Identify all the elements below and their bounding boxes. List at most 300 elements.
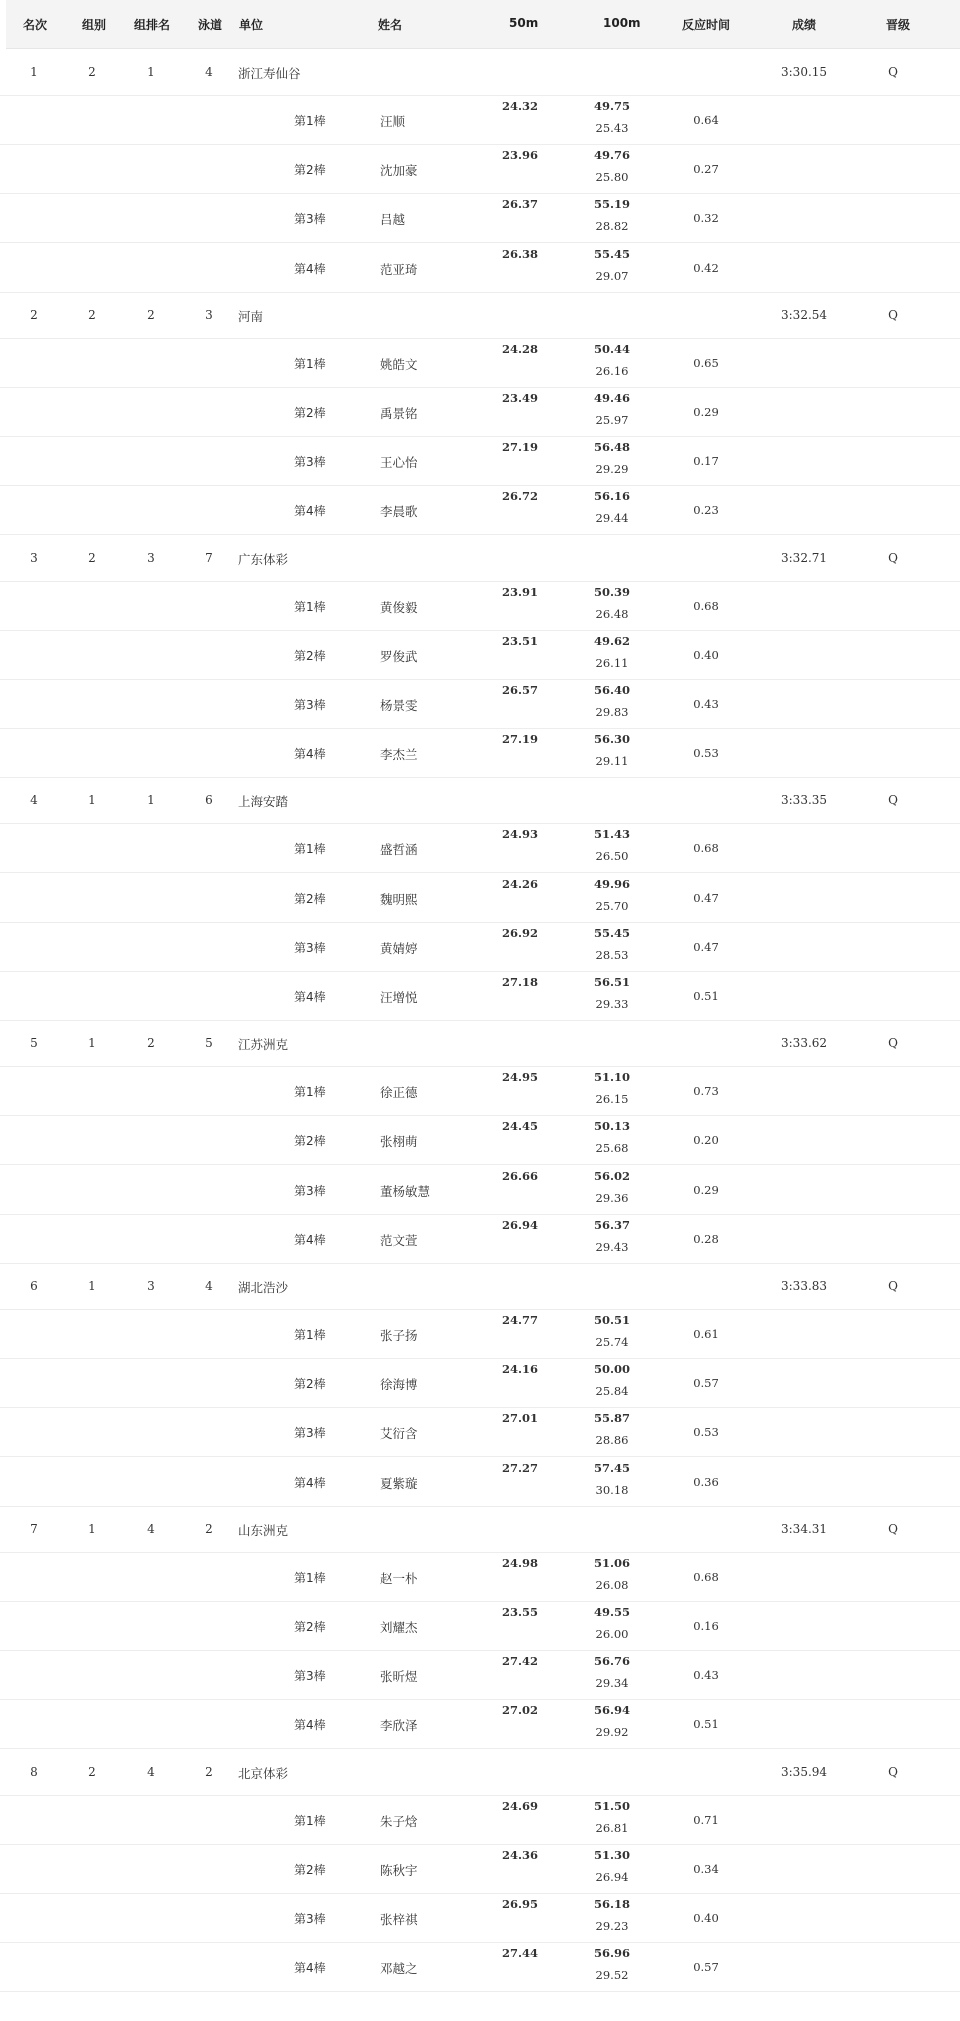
team-group-rank: 2: [147, 1036, 155, 1051]
team-lane: 2: [205, 1521, 213, 1536]
team-row: [0, 1506, 960, 1553]
leg-row: [0, 1309, 960, 1359]
team-group: 1: [88, 1036, 96, 1051]
reaction-time: 0.73: [693, 1084, 719, 1099]
leg-label: 第2棒: [294, 1377, 326, 1392]
split-50m: 27.02: [501, 1703, 539, 1718]
header-100m: 100m: [603, 16, 641, 30]
reaction-time: 0.17: [693, 454, 719, 469]
leg-label: 第1棒: [294, 1328, 326, 1342]
split-50m: 26.94: [501, 1217, 539, 1232]
split-second-50: 29.44: [595, 511, 629, 526]
team-lane: 4: [205, 65, 213, 79]
team-group-rank: 1: [147, 793, 155, 808]
leg-label: 第4棒: [294, 990, 326, 1004]
header-name: 姓名: [378, 18, 403, 32]
reaction-time: 0.64: [693, 113, 719, 127]
split-100m: 56.37: [593, 1217, 631, 1232]
reaction-time: 0.34: [693, 1861, 719, 1876]
team-result: 3:32.71: [781, 550, 828, 565]
team-row: [0, 1749, 960, 1796]
split-second-50: 29.33: [595, 997, 629, 1011]
reaction-time: 0.61: [693, 1327, 719, 1341]
split-50m: 26.92: [501, 925, 539, 940]
team-lane: 5: [205, 1036, 213, 1051]
team-unit: 广东体彩: [238, 551, 289, 567]
split-100m: 49.75: [593, 99, 631, 113]
split-50m: 24.45: [501, 1119, 539, 1134]
split-50m: 26.66: [501, 1168, 539, 1183]
swimmer-name: 李晨歌: [380, 504, 418, 520]
team-group-rank: 3: [147, 550, 155, 565]
team-rank: 1: [30, 65, 38, 79]
leg-row: [0, 436, 960, 486]
leg-row: [0, 1942, 960, 1992]
reaction-time: 0.65: [693, 355, 719, 370]
leg-label: 第3棒: [294, 1426, 326, 1441]
leg-row: [0, 1457, 960, 1507]
team-rank: 6: [30, 1279, 38, 1293]
split-100m: 55.19: [593, 197, 631, 212]
leg-row: [0, 1407, 960, 1457]
leg-label: 第3棒: [294, 940, 326, 955]
reaction-time: 0.47: [693, 890, 719, 905]
split-50m: 24.95: [501, 1070, 539, 1085]
split-100m: 56.02: [593, 1168, 631, 1183]
leg-label: 第1棒: [294, 1813, 326, 1828]
split-second-50: 26.94: [595, 1869, 629, 1884]
reaction-time: 0.57: [693, 1960, 719, 1975]
team-group: 2: [88, 550, 96, 565]
leg-row: [0, 1214, 960, 1264]
team-result: 3:30.15: [781, 65, 828, 79]
header-qualify: 晋级: [886, 18, 911, 32]
reaction-time: 0.51: [693, 989, 719, 1003]
split-50m: 27.27: [501, 1460, 539, 1475]
split-100m: 49.55: [593, 1605, 631, 1619]
team-result: 3:34.31: [781, 1521, 828, 1536]
split-second-50: 25.70: [595, 898, 629, 913]
split-100m: 49.76: [593, 148, 631, 163]
team-lane: 2: [205, 1764, 213, 1779]
split-second-50: 25.84: [595, 1384, 629, 1399]
leg-label: 第4棒: [294, 1475, 326, 1490]
leg-label: 第1棒: [294, 1085, 326, 1100]
team-group-rank: 4: [147, 1764, 155, 1779]
leg-label: 第1棒: [294, 356, 326, 371]
reaction-time: 0.53: [693, 746, 719, 761]
swimmer-name: 艾衍含: [380, 1426, 418, 1442]
split-100m: 57.45: [593, 1460, 631, 1475]
split-second-50: 26.81: [595, 1820, 629, 1835]
reaction-time: 0.20: [693, 1133, 719, 1148]
split-100m: 49.46: [593, 391, 631, 405]
split-50m: 24.36: [501, 1847, 539, 1862]
team-unit: 北京体彩: [238, 1765, 289, 1781]
team-row: [0, 49, 960, 96]
split-second-50: 29.07: [595, 268, 629, 283]
team-result: 3:35.94: [781, 1764, 828, 1779]
swimmer-name: 夏紫璇: [380, 1475, 418, 1491]
leg-label: 第4棒: [294, 1961, 326, 1976]
split-100m: 56.30: [593, 732, 631, 747]
leg-row: [0, 873, 960, 923]
leg-label: 第4棒: [294, 504, 326, 519]
split-second-50: 28.53: [595, 947, 629, 962]
leg-row: [0, 1844, 960, 1894]
swimmer-name: 王心怡: [380, 455, 418, 471]
leg-row: [0, 728, 960, 778]
split-second-50: 25.74: [595, 1335, 629, 1349]
split-50m: 26.72: [501, 489, 539, 504]
leg-row: [0, 485, 960, 535]
reaction-time: 0.53: [693, 1425, 719, 1440]
split-second-50: 29.43: [595, 1239, 629, 1254]
split-50m: 27.01: [501, 1411, 539, 1426]
leg-label: 第3棒: [294, 1183, 326, 1198]
leg-row: [0, 1552, 960, 1602]
reaction-time: 0.43: [693, 697, 719, 711]
split-100m: 56.40: [593, 683, 631, 697]
split-second-50: 29.36: [595, 1190, 629, 1205]
team-lane: 6: [205, 793, 213, 808]
team-result: 3:33.62: [781, 1036, 828, 1051]
team-rank: 4: [30, 793, 38, 808]
leg-label: 第4棒: [294, 1232, 326, 1247]
reaction-time: 0.28: [693, 1231, 719, 1246]
split-50m: 27.44: [501, 1946, 539, 1961]
reaction-time: 0.40: [693, 1911, 719, 1925]
reaction-time: 0.47: [693, 939, 719, 954]
leg-label: 第4棒: [294, 261, 326, 276]
split-50m: 24.98: [501, 1555, 539, 1570]
split-50m: 27.19: [501, 732, 539, 747]
team-group: 2: [88, 1764, 96, 1779]
swimmer-name: 张子扬: [380, 1328, 418, 1343]
team-group-rank: 2: [147, 307, 155, 322]
leg-row: [0, 630, 960, 680]
reaction-time: 0.68: [693, 598, 719, 613]
swimmer-name: 李欣泽: [380, 1718, 418, 1734]
swimmer-name: 杨景雯: [380, 698, 418, 713]
split-50m: 27.18: [501, 975, 539, 989]
team-qualify: Q: [888, 1279, 898, 1293]
swimmer-name: 陈秋宇: [380, 1862, 418, 1878]
leg-label: 第3棒: [294, 698, 326, 712]
leg-row: [0, 387, 960, 437]
team-qualify: Q: [888, 1521, 898, 1536]
reaction-time: 0.23: [693, 503, 719, 518]
swimmer-name: 汪增悦: [380, 990, 418, 1005]
header-group: 组别: [82, 18, 107, 32]
leg-label: 第4棒: [294, 747, 326, 762]
split-second-50: 29.23: [595, 1919, 629, 1933]
team-unit: 江苏洲克: [238, 1037, 289, 1053]
leg-row: [0, 581, 960, 631]
split-100m: 56.94: [593, 1703, 631, 1718]
reaction-time: 0.68: [693, 841, 719, 856]
leg-row: [0, 1601, 960, 1651]
leg-label: 第3棒: [294, 212, 326, 227]
split-100m: 56.48: [593, 440, 631, 455]
header-50m: 50m: [509, 16, 539, 30]
split-100m: 50.51: [593, 1313, 631, 1327]
header-lane: 泳道: [198, 18, 223, 32]
leg-row: [0, 1165, 960, 1215]
team-unit: 湖北浩沙: [238, 1280, 289, 1295]
split-second-50: 25.43: [595, 121, 629, 135]
split-50m: 24.16: [501, 1362, 539, 1377]
split-100m: 50.13: [593, 1119, 631, 1134]
leg-row: [0, 1795, 960, 1845]
header-reaction: 反应时间: [682, 18, 731, 32]
leg-label: 第1棒: [294, 599, 326, 614]
leg-row: [0, 1066, 960, 1116]
leg-row: [0, 193, 960, 243]
split-50m: 23.51: [501, 633, 539, 648]
leg-row: [0, 922, 960, 972]
leg-row: [0, 1115, 960, 1165]
reaction-time: 0.29: [693, 405, 719, 419]
split-50m: 26.57: [501, 683, 539, 697]
split-50m: 24.32: [501, 99, 539, 113]
split-second-50: 29.29: [595, 462, 629, 477]
split-second-50: 29.11: [595, 754, 629, 769]
split-100m: 51.30: [593, 1847, 631, 1862]
swimmer-name: 盛哲涵: [380, 842, 418, 858]
split-100m: 55.45: [593, 925, 631, 940]
team-lane: 4: [205, 1279, 213, 1293]
split-second-50: 28.82: [595, 219, 629, 234]
split-second-50: 26.11: [595, 655, 629, 670]
split-100m: 56.96: [593, 1946, 631, 1961]
team-group-rank: 1: [147, 65, 155, 79]
team-qualify: Q: [888, 307, 898, 322]
reaction-time: 0.40: [693, 647, 719, 662]
swimmer-name: 姚皓文: [380, 356, 418, 372]
split-100m: 56.76: [593, 1654, 631, 1669]
header-unit: 单位: [239, 18, 264, 32]
split-second-50: 26.48: [595, 606, 629, 621]
team-qualify: Q: [888, 65, 898, 79]
swimmer-name: 沈加豪: [380, 163, 418, 179]
swimmer-name: 张梓祺: [380, 1912, 418, 1927]
split-second-50: 29.92: [595, 1725, 629, 1740]
split-100m: 50.00: [593, 1362, 631, 1377]
split-100m: 51.10: [593, 1070, 631, 1085]
leg-row: [0, 338, 960, 388]
team-qualify: Q: [888, 1764, 898, 1779]
leg-label: 第1棒: [294, 842, 326, 857]
header-rank: 名次: [23, 18, 48, 32]
reaction-time: 0.71: [693, 1812, 719, 1827]
leg-label: 第3棒: [294, 1912, 326, 1926]
team-rank: 7: [30, 1521, 38, 1536]
split-50m: 24.93: [501, 827, 539, 842]
swimmer-name: 黄婧婷: [380, 940, 418, 956]
team-group: 1: [88, 793, 96, 808]
split-second-50: 25.80: [595, 170, 629, 185]
swimmer-name: 徐正德: [380, 1085, 418, 1101]
leg-label: 第1棒: [294, 114, 326, 128]
swimmer-name: 李杰兰: [380, 747, 418, 763]
split-50m: 26.37: [501, 197, 539, 212]
reaction-time: 0.29: [693, 1182, 719, 1197]
leg-label: 第2棒: [294, 406, 326, 420]
leg-row: [0, 679, 960, 729]
swimmer-name: 汪顺: [380, 114, 406, 129]
split-50m: 26.95: [501, 1897, 539, 1911]
split-second-50: 28.86: [595, 1433, 629, 1448]
team-lane: 7: [205, 550, 213, 565]
leg-row: [0, 1358, 960, 1408]
leg-row: [0, 95, 960, 145]
team-group: 2: [88, 65, 96, 79]
split-100m: 56.51: [593, 975, 631, 989]
split-100m: 50.44: [593, 341, 631, 356]
split-100m: 51.43: [593, 827, 631, 842]
reaction-time: 0.42: [693, 260, 719, 275]
split-50m: 27.42: [501, 1654, 539, 1669]
split-50m: 24.26: [501, 876, 539, 891]
team-row: [0, 777, 960, 824]
reaction-time: 0.51: [693, 1717, 719, 1732]
leg-row: [0, 971, 960, 1021]
leg-label: 第1棒: [294, 1570, 326, 1585]
team-result: 3:32.54: [781, 307, 828, 322]
reaction-time: 0.27: [693, 162, 719, 177]
swimmer-name: 张栩萌: [380, 1134, 418, 1150]
split-50m: 23.96: [501, 148, 539, 163]
team-qualify: Q: [888, 793, 898, 808]
swimmer-name: 赵一朴: [380, 1570, 418, 1586]
team-group: 1: [88, 1279, 96, 1293]
swimmer-name: 朱子焓: [380, 1813, 418, 1829]
team-rank: 3: [30, 550, 38, 565]
split-second-50: 26.15: [595, 1092, 629, 1107]
leg-row: [0, 243, 960, 293]
team-group: 2: [88, 307, 96, 322]
split-50m: 24.28: [501, 341, 539, 356]
leg-label: 第2棒: [294, 163, 326, 178]
split-second-50: 26.16: [595, 363, 629, 378]
leg-label: 第2棒: [294, 1134, 326, 1149]
swimmer-name: 黄俊毅: [380, 599, 418, 615]
reaction-time: 0.32: [693, 211, 719, 226]
reaction-time: 0.68: [693, 1569, 719, 1584]
table-header: [6, 0, 960, 49]
split-second-50: 25.97: [595, 413, 629, 427]
swimmer-name: 禹景铭: [380, 406, 418, 421]
header-group-rank: 组排名: [134, 18, 171, 32]
split-second-50: 25.68: [595, 1141, 629, 1156]
swimmer-name: 董杨敏慧: [380, 1183, 431, 1199]
split-50m: 27.19: [501, 440, 539, 455]
split-100m: 55.45: [593, 246, 631, 261]
team-group: 1: [88, 1521, 96, 1536]
split-100m: 50.39: [593, 584, 631, 599]
split-second-50: 29.52: [595, 1968, 629, 1983]
leg-label: 第3棒: [294, 1669, 326, 1684]
swimmer-name: 刘耀杰: [380, 1620, 418, 1635]
swimmer-name: 范亚琦: [380, 261, 418, 277]
split-100m: 56.16: [593, 489, 631, 504]
split-second-50: 29.34: [595, 1676, 629, 1691]
team-group-rank: 4: [147, 1521, 155, 1536]
team-result: 3:33.35: [781, 793, 828, 808]
split-50m: 23.55: [501, 1605, 539, 1619]
split-100m: 49.96: [593, 876, 631, 891]
team-unit: 浙江寿仙谷: [238, 66, 301, 81]
team-unit: 河南: [238, 308, 264, 324]
split-second-50: 26.50: [595, 849, 629, 864]
reaction-time: 0.16: [693, 1619, 719, 1633]
leg-label: 第2棒: [294, 1862, 326, 1877]
team-row: [0, 1020, 960, 1067]
team-rank: 5: [30, 1036, 38, 1051]
swimmer-name: 张昕煜: [380, 1669, 418, 1685]
split-50m: 23.91: [501, 584, 539, 599]
leg-row: [0, 1893, 960, 1943]
split-second-50: 29.83: [595, 705, 629, 719]
team-result: 3:33.83: [781, 1279, 828, 1293]
team-unit: 上海安踏: [238, 794, 289, 810]
split-50m: 24.69: [501, 1798, 539, 1813]
team-rank: 2: [30, 307, 38, 322]
swimmer-name: 徐海博: [380, 1377, 418, 1393]
split-second-50: 26.00: [595, 1627, 629, 1641]
leg-label: 第2棒: [294, 891, 326, 906]
split-50m: 26.38: [501, 246, 539, 261]
split-100m: 49.62: [593, 633, 631, 648]
split-100m: 51.50: [593, 1798, 631, 1813]
team-row: [0, 1263, 960, 1310]
team-qualify: Q: [888, 550, 898, 565]
split-50m: 23.49: [501, 391, 539, 405]
reaction-time: 0.36: [693, 1474, 719, 1489]
split-100m: 55.87: [593, 1411, 631, 1426]
team-unit: 山东洲克: [238, 1522, 289, 1538]
header-result: 成绩: [792, 18, 817, 32]
leg-label: 第2棒: [294, 1620, 326, 1634]
split-second-50: 30.18: [595, 1482, 629, 1497]
swimmer-name: 魏明熙: [380, 891, 418, 907]
split-50m: 24.77: [501, 1313, 539, 1327]
team-group-rank: 3: [147, 1279, 155, 1293]
swimmer-name: 邓越之: [380, 1961, 418, 1977]
leg-label: 第3棒: [294, 455, 326, 470]
reaction-time: 0.57: [693, 1376, 719, 1391]
swimmer-name: 吕越: [380, 212, 406, 228]
leg-row: [0, 823, 960, 873]
reaction-time: 0.43: [693, 1668, 719, 1683]
team-rank: 8: [30, 1764, 38, 1779]
team-qualify: Q: [888, 1036, 898, 1051]
split-100m: 56.18: [593, 1897, 631, 1911]
leg-row: [0, 1699, 960, 1749]
team-row: [0, 292, 960, 339]
split-100m: 51.06: [593, 1555, 631, 1570]
swimmer-name: 罗俊武: [380, 648, 418, 664]
leg-row: [0, 1650, 960, 1700]
split-second-50: 26.08: [595, 1577, 629, 1592]
swimmer-name: 范文萱: [380, 1232, 418, 1248]
leg-label: 第4棒: [294, 1718, 326, 1733]
team-lane: 3: [205, 307, 213, 322]
leg-label: 第2棒: [294, 648, 326, 663]
team-row: [0, 535, 960, 582]
leg-row: [0, 144, 960, 194]
